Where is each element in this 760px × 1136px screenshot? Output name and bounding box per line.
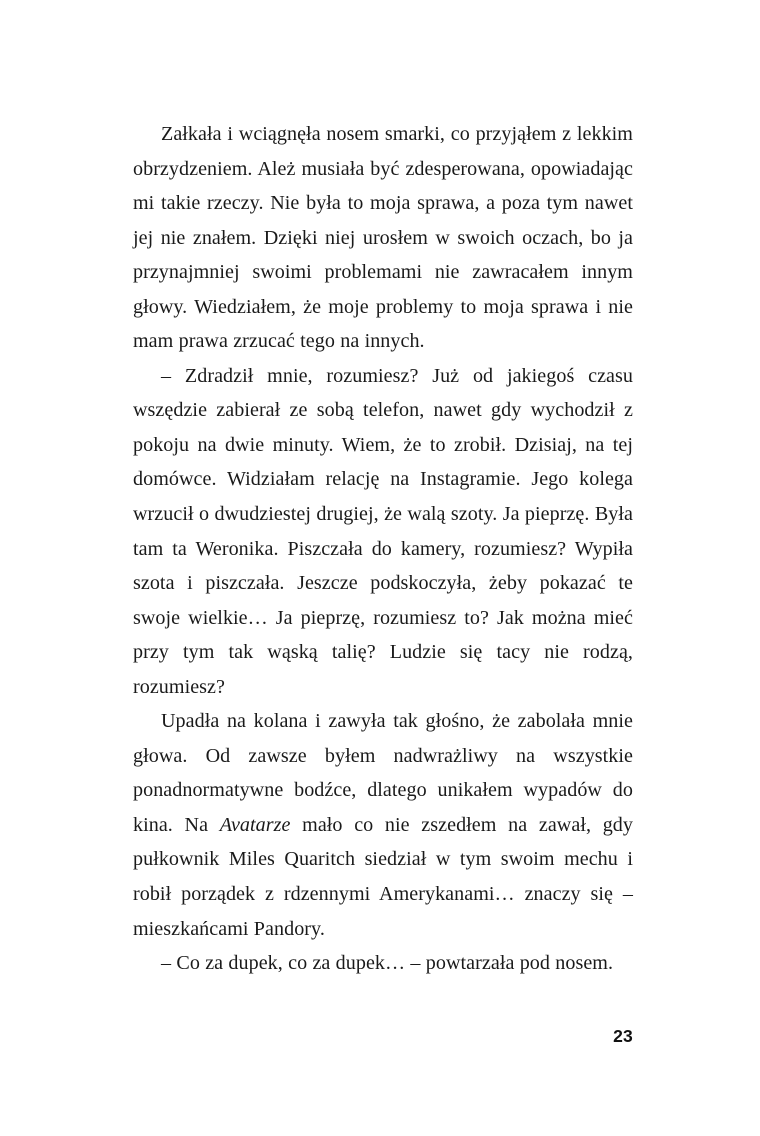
paragraph-3-text-after-italic: mało co nie zszedłem na zawał, gdy pułkownik Miles Quaritch siedział w tym swoim mechu i robił porządek z rdzennymi Amerykanami… znaczy się – mieszkańcami Pandory. xyxy=(133,813,633,940)
italic-title-avatarze: Avatarze xyxy=(219,813,291,836)
body-paragraph-2: – Zdradził mnie, rozumiesz? Już od jakiegoś czasu wszędzie zabierał ze sobą telefon, nawet gdy wychodził z pokoju na dwie minuty. Wiem, że to zrobił. Dzisiaj, na tej domówce. Widziałam relację na Instagramie. Jego kolega wrzucił o dwudziestej drugiej, że walą szoty. Ja pieprzę. Była tam ta Weronika. Piszczała do kamery, rozumiesz? Wypiła szota i piszczała. Jeszcze podskoczyła, żeby pokazać te swoje wielkie… Ja pieprzę, rozumiesz to? Jak można mieć przy tym tak wąską talię? Ludzie się tacy nie rodzą, rozumiesz? xyxy=(133,364,633,698)
paragraph-3-text-before-italic: Upadła na kolana i zawyła tak głośno, że zabolała mnie głowa. Od zawsze byłem nadwrażliwy na wszystkie ponadnormatywne bodźce, dlatego unikałem wypadów do kina. Na xyxy=(133,710,633,836)
body-paragraph-1: Załkała i wciągnęła nosem smarki, co przyjąłem z lekkim obrzydzeniem. Ależ musiała być zdesperowana, opowiadając mi takie rzeczy. Nie była to moja sprawa, a poza tym nawet jej nie znałem. Dzięki niej urosłem w swoich oczach, bo ja przynajmniej swoimi problemami nie zawracałem innym głowy. Wiedziałem, że moje problemy to moja sprawa i nie mam prawa zrzucać tego na innych. xyxy=(133,123,633,353)
body-text-block xyxy=(133,117,633,981)
body-paragraph-4: – Co za dupek, co za dupek… – powtarzała pod nosem. xyxy=(161,952,614,975)
body-paragraph-3 xyxy=(133,704,633,946)
page-number: 23 xyxy=(613,1026,633,1046)
